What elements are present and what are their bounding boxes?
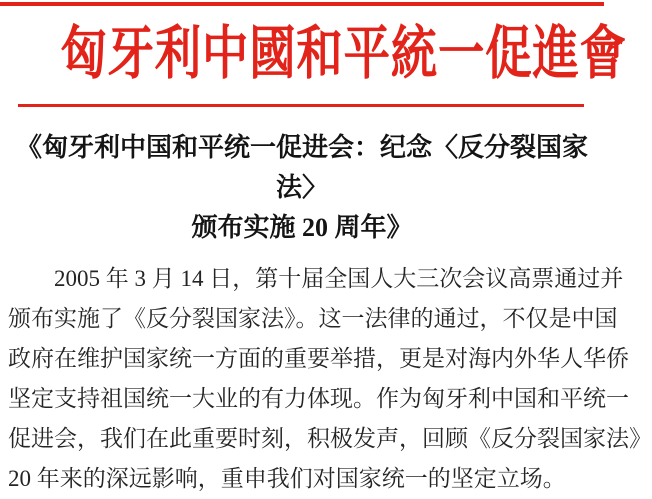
body-line: 20 年来的深远影响，重申我们对国家统一的坚定立场。 — [8, 466, 566, 491]
masthead-red-rule — [18, 104, 584, 107]
document-body-section — [8, 128, 652, 499]
body-paragraph — [8, 259, 652, 499]
top-red-rule — [0, 2, 604, 6]
body-line: 坚定支持祖国统一大业的有力体现。作为匈牙利中国和平统一 — [8, 386, 629, 411]
body-line: 2005 年 3 月 14 日，第十届全国人大三次会议高票通过并 — [54, 266, 624, 291]
body-line: 政府在维护国家统一方面的重要举措，更是对海内外华人华侨 — [8, 346, 629, 371]
document-title-line-2: 颁布实施 20 周年》 — [191, 213, 413, 242]
body-line: 颁布实施了《反分裂国家法》。这一法律的通过，不仅是中国 — [8, 306, 618, 331]
document-title — [8, 128, 596, 248]
document-title-line-1: 《匈牙利中国和平统一促进会：纪念〈反分裂国家法〉 — [15, 133, 588, 202]
organization-masthead-title: 匈牙利中國和平統一促進會 — [60, 21, 627, 86]
body-line: 促进会，我们在此重要时刻，积极发声，回顾《反分裂国家法》 — [8, 426, 652, 451]
